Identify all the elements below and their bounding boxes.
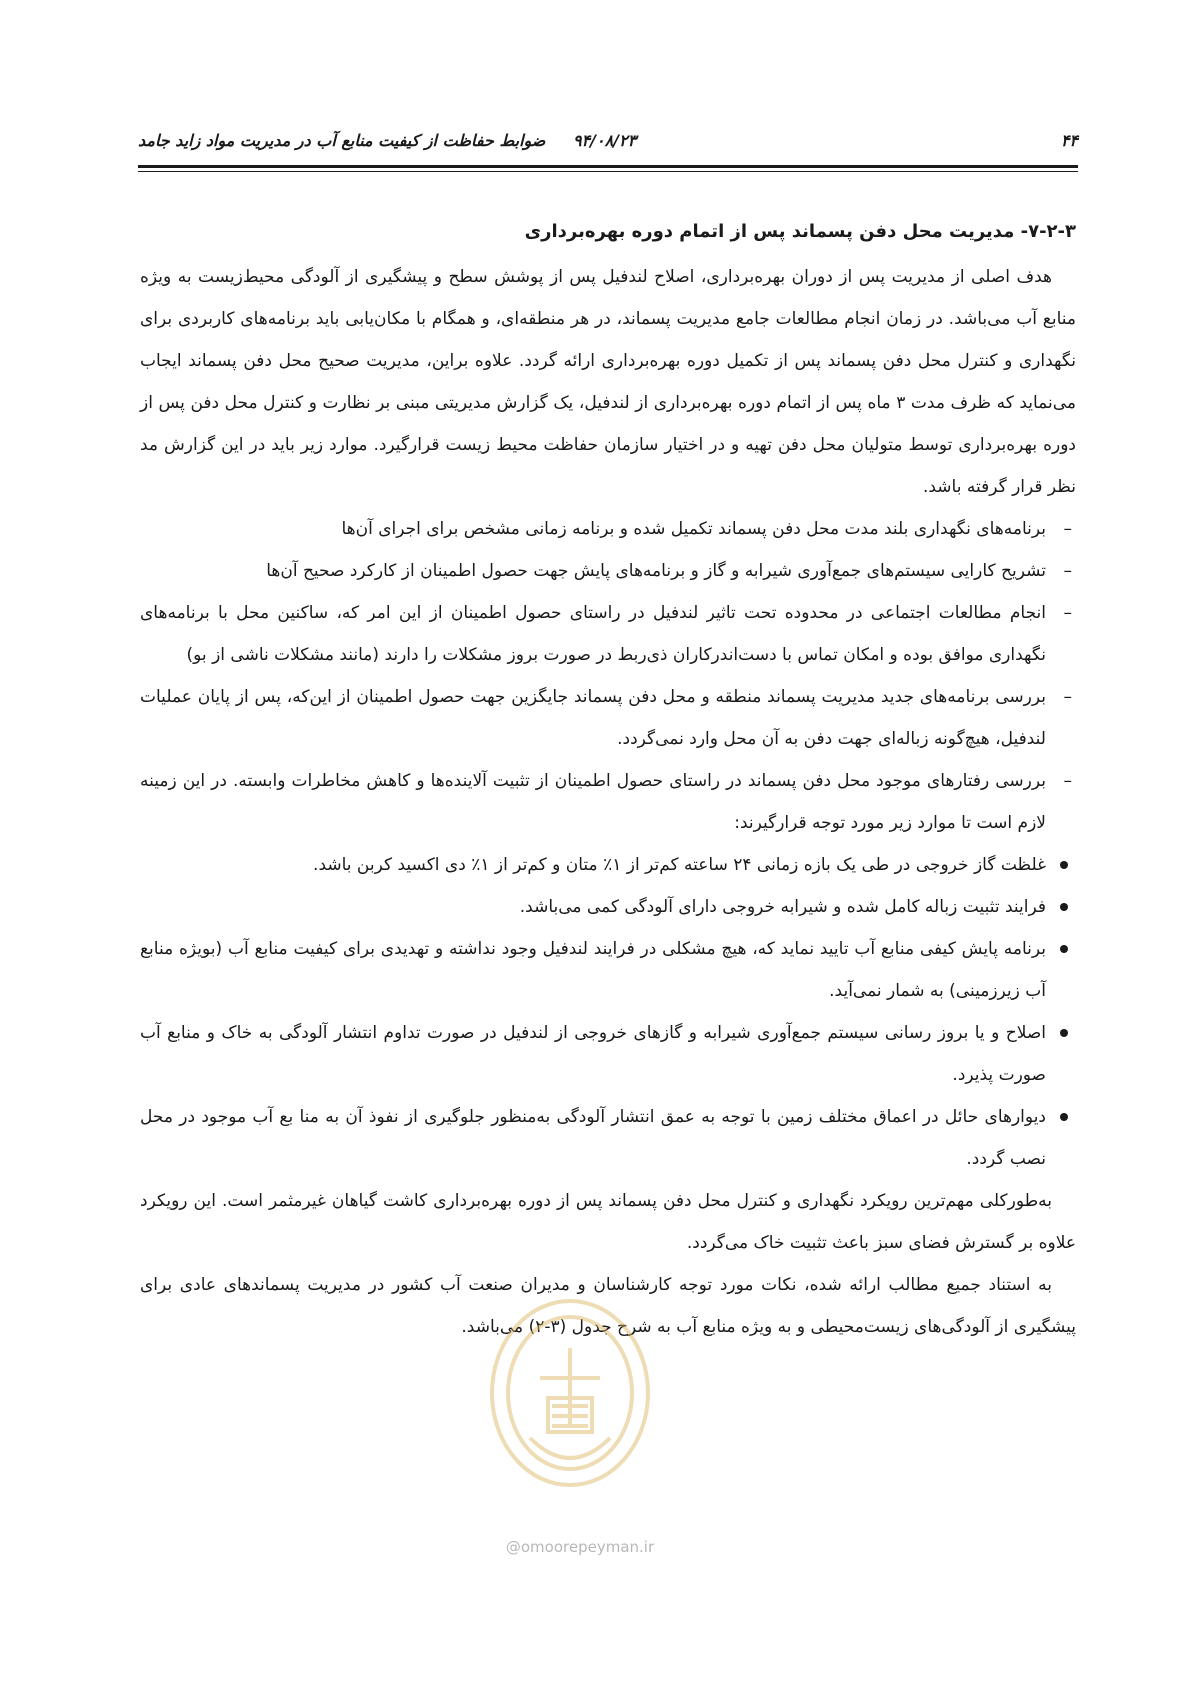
header-rule-thin <box>138 171 1078 172</box>
page-header <box>138 127 1078 161</box>
list-item: برنامه پایش کیفی منابع آب تایید نماید که، هیچ مشکلی در فرایند لندفیل وجود نداشته و تهدیدی برای کیفیت منابع آب (بویژه منابع آب زیرزمینی) به شمار نمی‌آید. <box>140 928 1076 1012</box>
list-item: – انجام مطالعات اجتماعی در محدوده تحت تاثیر لندفیل در راستای حصول اطمینان از این امر که، ساکنین محل با برنامه‌های نگهداری موافق بوده و امکان تماس با دست‌اندرکاران ذی‌ربط در صورت بروز مشکلات را دارند (مانند مشکلات ناشی از بو) <box>140 592 1076 676</box>
list-item: – بررسی برنامه‌های جدید مدیریت پسماند منطقه و محل دفن پسماند جایگزین جهت حصول اطمینان از این‌که، پس از پایان عملیات لندفیل، هیچ‌گونه زباله‌ای جهت دفن به آن محل وارد نمی‌گردد. <box>140 676 1076 760</box>
list-item: – تشریح کارایی سیستم‌های جمع‌آوری شیرابه و گاز و برنامه‌های پایش جهت حصول اطمینان از کارکرد صحیح آن‌ها <box>140 550 1076 592</box>
main-content <box>140 212 1076 1348</box>
list-item: غلظت گاز خروجی در طی یک بازه زمانی ۲۴ ساعته کم‌تر از ۱٪ متان و کم‌تر از ۱٪ دی اکسید کربن باشد. <box>140 844 1076 886</box>
list-item: – بررسی رفتارهای موجود محل دفن پسماند در راستای حصول اطمینان از تثبیت آلاینده‌ها و کاهش مخاطرات وابسته. در این زمینه لازم است تا موارد زیر مورد توجه قرارگیرند: <box>140 760 1076 844</box>
intro-paragraph: هدف اصلی از مدیریت پس از دوران بهره‌برداری، اصلاح لندفیل پس از پوشش سطح و پیشگیری از آلودگی محیط‌زیست به ویژه منابع آب می‌باشد. در زمان انجام مطالعات جامع مدیریت پسماند، در هر منطقه‌ای، و همگام با مکان‌یابی باید برنامه‌های کاربردی برای نگهداری و کنترل محل دفن پسماند پس از تکمیل دوره بهره‌برداری ارائه گردد. علاوه براین، مدیریت صحیح محل دفن پسماند ایجاب می‌نماید که ظرف مدت ۳ ماه پس از اتمام دوره بهره‌برداری از لندفیل، یک گزارش مدیریتی مبنی بر نظارت و کنترل محل دفن پس از دوره بهره‌برداری توسط متولیان محل دفن تهیه و در اختیار سازمان حفاظت محیط زیست قرارگیرد. موارد زیر باید در این گزارش مد نظر قرار گرفته باشد. <box>140 267 1077 497</box>
bullet-list <box>140 844 1076 1180</box>
page-number: ۴۴ <box>1060 131 1078 150</box>
closing-paragraph-2: به استناد جمیع مطالب ارائه شده، نکات مورد توجه کارشناسان و مدیران صنعت آب کشور در مدیریت پسماندهای عادی برای پیشگیری از آلودگی‌های زیست‌محیطی و به ویژه منابع آب به شرح جدول (۳-۲) می‌باشد. <box>140 1275 1076 1337</box>
closing-paragraph-1: به‌طورکلی مهم‌ترین رویکرد نگهداری و کنترل محل دفن پسماند پس از دوره بهره‌برداری کاشت گیاهان غیرمثمر است. این رویکرد علاوه بر گسترش فضای سبز باعث تثبیت خاک می‌گردد. <box>140 1191 1076 1253</box>
dash-list <box>140 508 1076 844</box>
watermark-seal-icon <box>470 1278 670 1508</box>
list-item: دیوارهای حائل در اعماق مختلف زمین با توجه به عمق انتشار آلودگی به‌منظور جلوگیری از نفوذ آن به منا بع آب موجود در محل نصب گردد. <box>140 1096 1076 1180</box>
header-rule-thick <box>138 165 1078 168</box>
section-heading: ۷-۲-۳- مدیریت محل دفن پسماند پس از اتمام دوره بهره‌برداری <box>524 221 1076 242</box>
document-title: ضوابط حفاظت از کیفیت منابع آب در مدیریت مواد زاید جامد <box>138 131 546 150</box>
running-title <box>138 131 636 150</box>
document-code: ۹۴/۰۸/۲۳ <box>572 131 637 150</box>
list-item: اصلاح و یا بروز رسانی سیستم جمع‌آوری شیرابه و گازهای خروجی از لندفیل در صورت تداوم انتشار آلودگی به خاک و منابع آب صورت پذیرد. <box>140 1012 1076 1096</box>
list-item: فرایند تثبیت زباله کامل شده و شیرابه خروجی دارای آلودگی کمی می‌باشد. <box>140 886 1076 928</box>
watermark-url: @omoorepeyman.ir <box>505 1538 655 1556</box>
list-item: – برنامه‌های نگهداری بلند مدت محل دفن پسماند تکمیل شده و برنامه زمانی مشخص برای اجرای آن‌ها <box>140 508 1076 550</box>
